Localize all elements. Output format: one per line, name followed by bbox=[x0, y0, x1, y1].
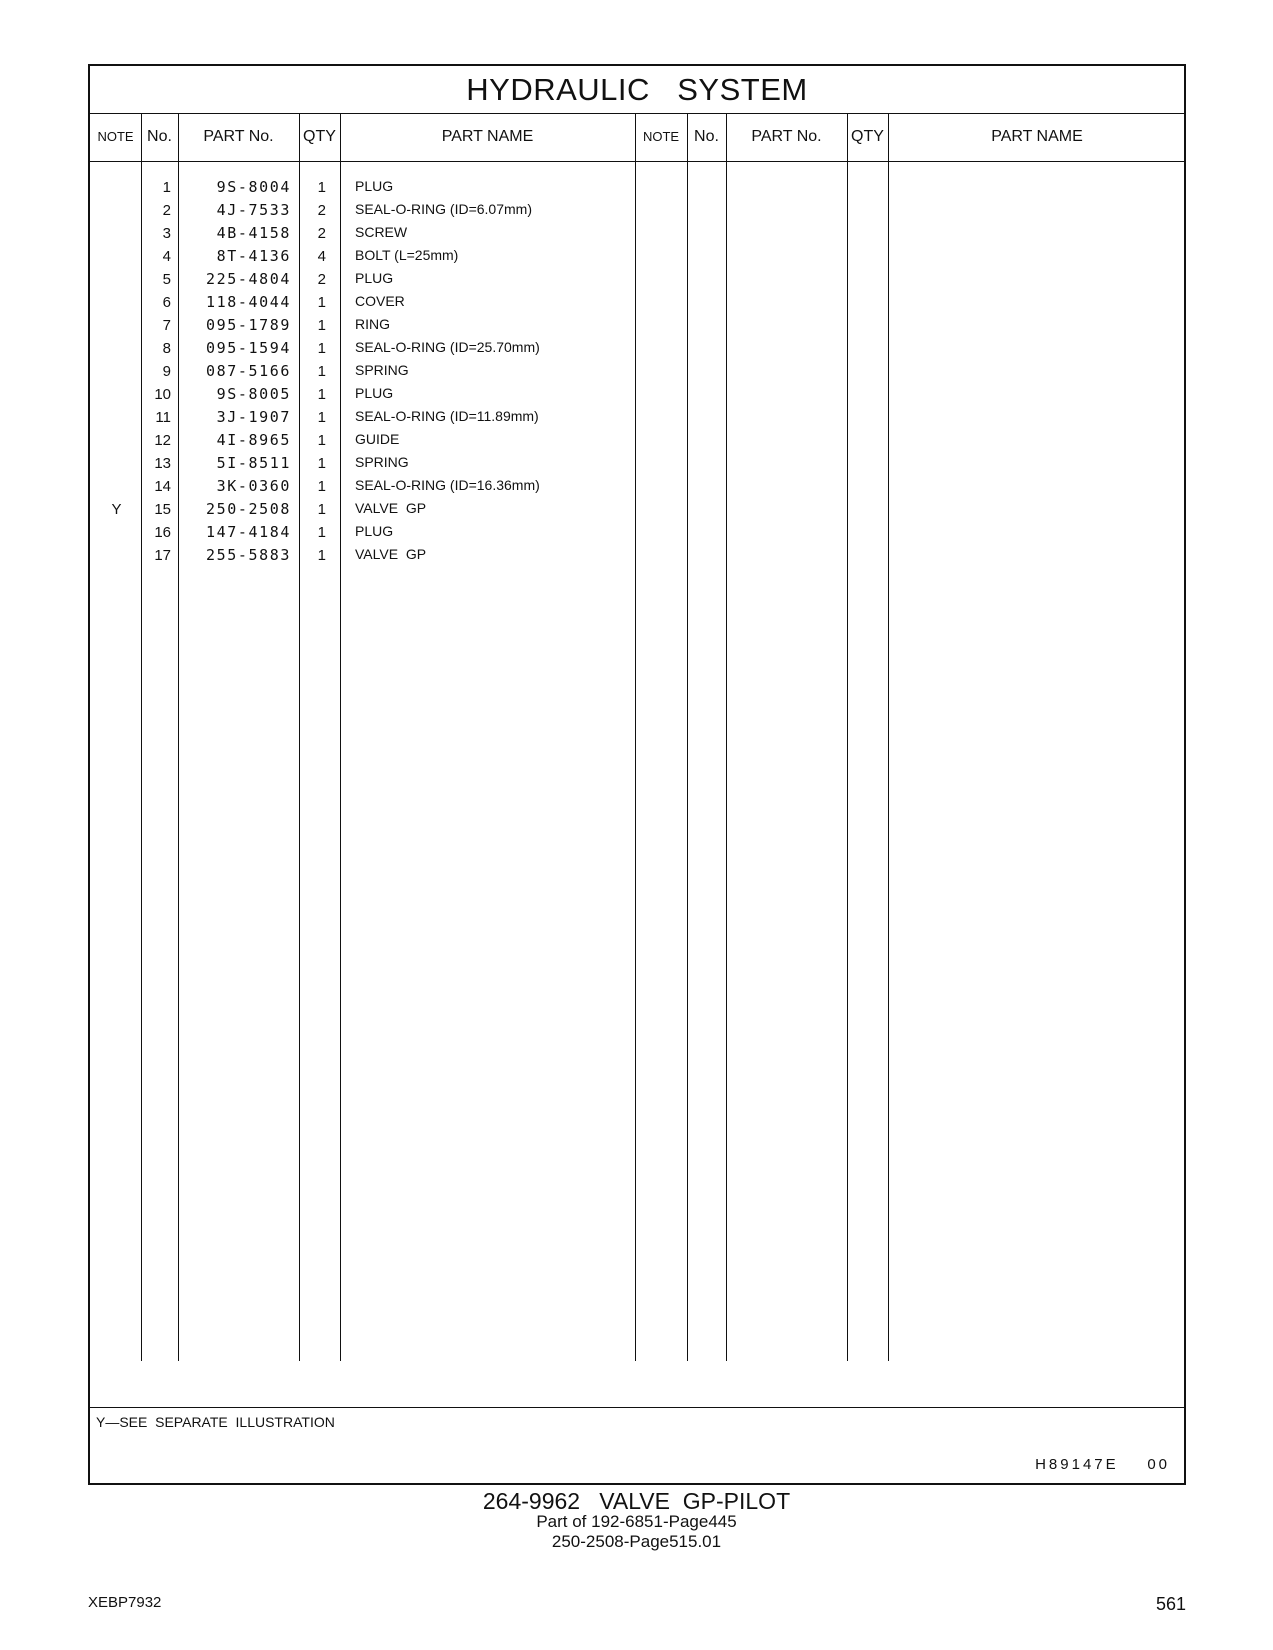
row-number: 9 bbox=[162, 363, 171, 380]
header-qty-left: QTY bbox=[303, 128, 336, 145]
row-part-name: RING bbox=[355, 316, 390, 332]
row-quantity: 1 bbox=[317, 524, 326, 541]
page-number: 561 bbox=[1155, 1594, 1186, 1614]
row-number: 12 bbox=[154, 432, 171, 449]
table-header-row bbox=[90, 113, 1184, 162]
table-row bbox=[90, 498, 1184, 521]
row-part-number: 095-1789 bbox=[205, 316, 291, 334]
row-quantity: 1 bbox=[317, 386, 326, 403]
table-row bbox=[90, 245, 1184, 268]
table-row bbox=[90, 176, 1184, 199]
row-part-name: PLUG bbox=[355, 270, 394, 286]
row-number: 3 bbox=[162, 225, 171, 242]
row-part-name: SPRING bbox=[355, 362, 409, 378]
row-quantity: 1 bbox=[317, 501, 326, 518]
table-row bbox=[90, 337, 1184, 360]
row-quantity: 1 bbox=[317, 340, 326, 357]
part-of-reference: Part of 192-6851-Page445 bbox=[536, 1512, 737, 1531]
row-number: 8 bbox=[162, 340, 171, 357]
row-part-name: SEAL-O-RING (ID=16.36mm) bbox=[355, 477, 540, 493]
header-part-no-left: PART No. bbox=[203, 128, 274, 145]
row-part-name: PLUG bbox=[355, 523, 394, 539]
row-number: 13 bbox=[154, 455, 171, 472]
row-number: 6 bbox=[162, 294, 171, 311]
row-part-name: SPRING bbox=[355, 454, 409, 470]
row-quantity: 1 bbox=[317, 317, 326, 334]
row-note: Y bbox=[111, 501, 122, 518]
table-row bbox=[90, 383, 1184, 406]
row-quantity: 2 bbox=[317, 202, 326, 219]
row-quantity: 1 bbox=[317, 409, 326, 426]
row-number: 14 bbox=[154, 478, 171, 495]
row-part-number: 3K-0360 bbox=[216, 477, 291, 495]
row-number: 5 bbox=[162, 271, 171, 288]
row-number: 1 bbox=[162, 179, 171, 196]
row-part-name: VALVE GP bbox=[355, 546, 427, 562]
header-note-left: NOTE bbox=[97, 129, 134, 144]
header-no-right: No. bbox=[694, 128, 719, 145]
document-id: XEBP7932 bbox=[88, 1594, 162, 1611]
table-row bbox=[90, 544, 1184, 567]
table-row bbox=[90, 475, 1184, 498]
table-row bbox=[90, 360, 1184, 383]
header-note-right: NOTE bbox=[642, 129, 680, 144]
table-row bbox=[90, 199, 1184, 222]
row-part-number: 250-2508 bbox=[205, 500, 291, 518]
row-part-number: 4B-4158 bbox=[216, 224, 291, 242]
row-part-number: 225-4804 bbox=[205, 270, 291, 288]
row-part-number: 118-4044 bbox=[205, 293, 291, 311]
row-number: 16 bbox=[154, 524, 171, 541]
row-part-number: 255-5883 bbox=[205, 546, 291, 564]
row-part-name: GUIDE bbox=[355, 431, 400, 447]
row-part-name: SCREW bbox=[355, 224, 408, 240]
row-quantity: 1 bbox=[317, 478, 326, 495]
table-row bbox=[90, 429, 1184, 452]
group-title: 264-9962 VALVE GP-PILOT bbox=[482, 1488, 791, 1514]
row-quantity: 2 bbox=[317, 225, 326, 242]
row-part-number: 8T-4136 bbox=[216, 247, 291, 265]
row-quantity: 1 bbox=[317, 547, 326, 564]
table-row bbox=[90, 291, 1184, 314]
row-part-name: SEAL-O-RING (ID=11.89mm) bbox=[355, 408, 539, 424]
row-number: 4 bbox=[162, 248, 171, 265]
row-number: 7 bbox=[162, 317, 171, 334]
header-part-name-left: PART NAME bbox=[441, 128, 534, 145]
row-part-number: 087-5166 bbox=[205, 362, 291, 380]
row-number: 15 bbox=[154, 501, 171, 518]
row-part-number: 4J-7533 bbox=[216, 201, 291, 219]
row-part-name: BOLT (L=25mm) bbox=[355, 247, 459, 263]
row-quantity: 1 bbox=[317, 363, 326, 380]
row-number: 11 bbox=[155, 409, 171, 426]
note-legend: Y—SEE SEPARATE ILLUSTRATION bbox=[96, 1414, 335, 1430]
row-number: 2 bbox=[162, 202, 171, 219]
row-quantity: 2 bbox=[317, 271, 326, 288]
row-part-number: 5I-8511 bbox=[216, 454, 291, 472]
table-row bbox=[90, 406, 1184, 429]
row-part-number: 3J-1907 bbox=[216, 408, 291, 426]
row-part-number: 095-1594 bbox=[205, 339, 291, 357]
table-row bbox=[90, 521, 1184, 544]
row-part-name: SEAL-O-RING (ID=6.07mm) bbox=[355, 201, 532, 217]
table-row bbox=[90, 222, 1184, 245]
row-part-number: 4I-8965 bbox=[216, 431, 291, 449]
header-qty-right: QTY bbox=[851, 128, 884, 145]
row-part-number: 9S-8004 bbox=[216, 178, 291, 196]
table-row bbox=[90, 314, 1184, 337]
table-footer-divider bbox=[90, 1407, 1184, 1408]
row-quantity: 1 bbox=[317, 432, 326, 449]
parts-list-sheet bbox=[88, 64, 1186, 1485]
section-title: HYDRAULIC SYSTEM bbox=[90, 66, 1184, 114]
row-quantity: 1 bbox=[317, 294, 326, 311]
row-number: 10 bbox=[154, 386, 171, 403]
row-part-name: VALVE GP bbox=[355, 500, 427, 516]
row-part-name: PLUG bbox=[355, 385, 394, 401]
row-part-number: 9S-8005 bbox=[216, 385, 291, 403]
row-part-name: COVER bbox=[355, 293, 405, 309]
row-quantity: 4 bbox=[317, 248, 326, 265]
row-number: 17 bbox=[154, 547, 171, 564]
table-row bbox=[90, 452, 1184, 475]
row-part-name: PLUG bbox=[355, 178, 394, 194]
row-quantity: 1 bbox=[317, 455, 326, 472]
header-part-name-right: PART NAME bbox=[991, 128, 1083, 145]
table-row bbox=[90, 268, 1184, 291]
row-quantity: 1 bbox=[317, 179, 326, 196]
drawing-code: H89147E 00 bbox=[1035, 1456, 1170, 1473]
row-part-number: 147-4184 bbox=[205, 523, 291, 541]
page-reference: 250-2508-Page515.01 bbox=[551, 1532, 722, 1551]
row-part-name: SEAL-O-RING (ID=25.70mm) bbox=[355, 339, 540, 355]
header-no-left: No. bbox=[147, 128, 172, 145]
header-part-no-right: PART No. bbox=[751, 128, 822, 145]
